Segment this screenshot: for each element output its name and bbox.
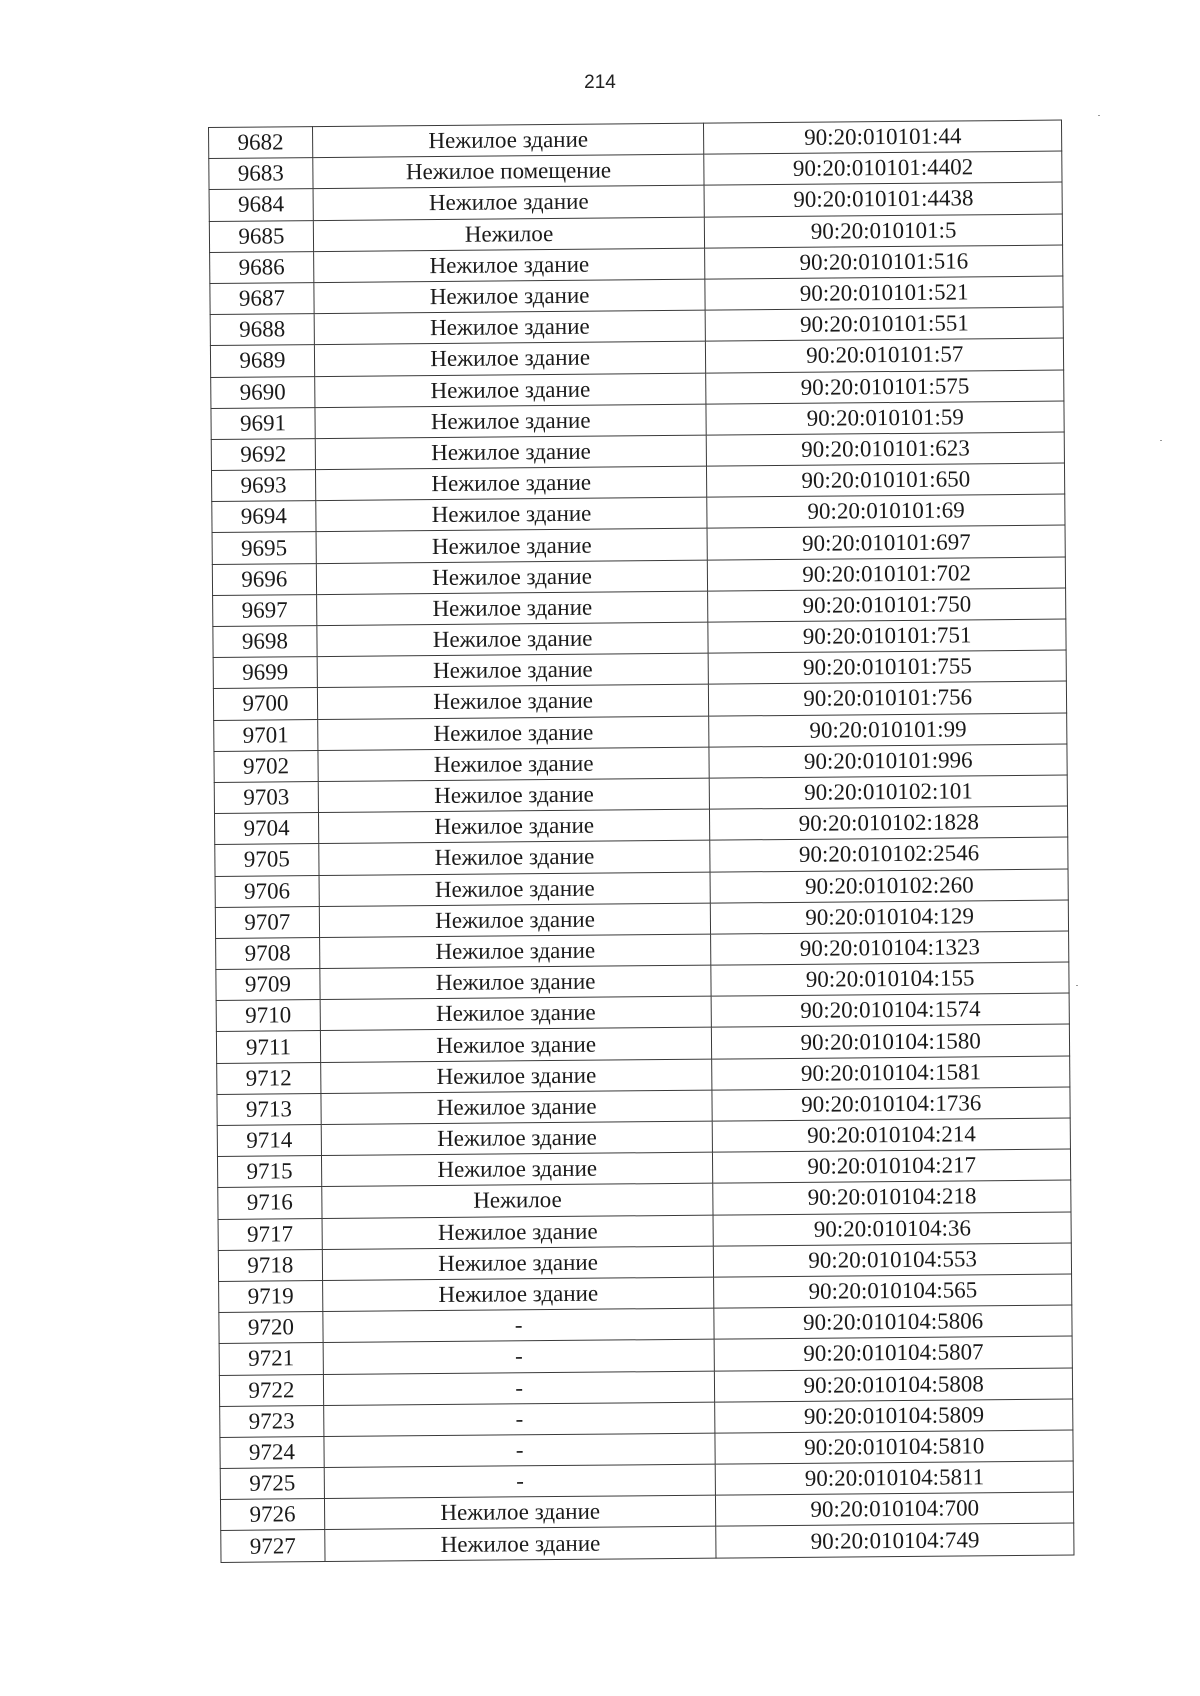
row-number-cell: 9685 [209,220,313,252]
object-type-cell: - [323,1339,715,1374]
object-type-cell: Нежилое здание [321,1121,713,1156]
cadastral-number-cell: 90:20:010104:36 [713,1212,1071,1246]
cadastral-number-cell: 90:20:010101:99 [709,713,1067,747]
cadastral-number-cell: 90:20:010101:756 [709,681,1067,715]
row-number-cell: 9691 [211,407,315,439]
cadastral-number-cell: 90:20:010101:755 [709,650,1067,684]
object-type-cell: Нежилое здание [322,1215,714,1250]
row-number-cell: 9716 [218,1187,322,1219]
cadastral-number-cell: 90:20:010101:996 [709,744,1067,778]
object-type-cell: Нежилое здание [320,1028,712,1063]
row-number-cell: 9719 [219,1280,323,1312]
cadastral-number-cell: 90:20:010101:521 [705,276,1063,310]
cadastral-number-cell: 90:20:010102:101 [710,775,1068,809]
cadastral-number-cell: 90:20:010104:5811 [716,1461,1074,1495]
row-number-cell: 9701 [214,719,318,751]
cadastral-number-cell: 90:20:010104:1323 [711,931,1069,965]
object-type-cell: Нежилое здание [312,123,704,158]
object-type-cell: Нежилое здание [322,1277,714,1312]
object-type-cell: Нежилое здание [314,279,706,314]
row-number-cell: 9715 [217,1156,321,1188]
cadastral-number-cell: 90:20:010101:69 [707,494,1065,528]
object-type-cell: Нежилое здание [320,965,712,1000]
cadastral-number-cell: 90:20:010102:1828 [710,806,1068,840]
row-number-cell: 9723 [220,1405,324,1437]
cadastral-number-cell: 90:20:010101:551 [706,307,1064,341]
object-type-cell: Нежилое здание [321,1090,713,1125]
row-number-cell: 9695 [212,532,316,564]
object-type-cell: - [323,1371,715,1406]
object-type-cell: - [324,1464,716,1499]
cadastral-number-cell: 90:20:010101:4402 [704,151,1062,185]
row-number-cell: 9696 [212,563,316,595]
cadastral-number-cell: 90:20:010104:214 [713,1118,1071,1152]
object-type-cell: - [324,1433,716,1468]
cadastral-number-cell: 90:20:010104:5809 [715,1399,1073,1433]
row-number-cell: 9700 [213,688,317,720]
cadastral-number-cell: 90:20:010101:650 [707,463,1065,497]
row-number-cell: 9714 [217,1125,321,1157]
row-number-cell: 9686 [210,251,314,283]
object-type-cell: Нежилое здание [316,591,708,626]
cadastral-number-cell: 90:20:010104:218 [713,1180,1071,1214]
row-number-cell: 9698 [213,626,317,658]
property-table [208,120,1074,1563]
row-number-cell: 9726 [220,1499,324,1531]
row-number-cell: 9708 [216,937,320,969]
cadastral-number-cell: 90:20:010101:4438 [704,182,1062,216]
row-number-cell: 9711 [216,1031,320,1063]
cadastral-number-cell: 90:20:010104:129 [711,900,1069,934]
object-type-cell: Нежилое здание [316,497,708,532]
row-number-cell: 9687 [210,283,314,315]
cadastral-number-cell: 90:20:010101:5 [705,214,1063,248]
object-type-cell: Нежилое здание [315,404,707,439]
object-type-cell: Нежилое здание [325,1527,717,1562]
cadastral-number-cell: 90:20:010101:750 [708,588,1066,622]
cadastral-number-cell: 90:20:010101:44 [704,120,1062,154]
object-type-cell: Нежилое здание [318,716,710,751]
cadastral-number-cell: 90:20:010101:697 [707,525,1065,559]
row-number-cell: 9718 [218,1249,322,1281]
object-type-cell: Нежилое здание [321,1059,713,1094]
object-type-cell: Нежилое здание [318,809,710,844]
cadastral-number-cell: 90:20:010104:565 [714,1274,1072,1308]
row-number-cell: 9683 [209,158,313,190]
row-number-cell: 9697 [213,594,317,626]
cadastral-number-cell: 90:20:010104:1574 [712,993,1070,1027]
cadastral-number-cell: 90:20:010102:2546 [710,837,1068,871]
scan-speck [1160,440,1162,441]
scan-speck [1098,115,1100,116]
object-type-cell: Нежилое здание [317,685,709,720]
object-type-cell: Нежилое здание [321,1152,713,1187]
cadastral-number-cell: 90:20:010101:516 [705,245,1063,279]
object-type-cell: - [324,1402,716,1437]
object-type-cell: Нежилое здание [319,903,711,938]
cadastral-number-cell: 90:20:010101:623 [707,432,1065,466]
row-number-cell: 9699 [213,657,317,689]
cadastral-number-cell: 90:20:010104:155 [711,962,1069,996]
row-number-cell: 9727 [221,1530,325,1562]
row-number-cell: 9721 [219,1343,323,1375]
object-type-cell: Нежилое здание [315,373,707,408]
object-type-cell: Нежилое здание [318,778,710,813]
cadastral-number-cell: 90:20:010104:553 [714,1243,1072,1277]
row-number-cell: 9706 [215,875,319,907]
object-type-cell: Нежилое здание [318,747,710,782]
object-type-cell: Нежилое [313,217,705,252]
row-number-cell: 9688 [210,314,314,346]
row-number-cell: 9717 [218,1218,322,1250]
object-type-cell: Нежилое здание [313,186,705,221]
object-type-cell: Нежилое здание [316,560,708,595]
row-number-cell: 9725 [220,1468,324,1500]
row-number-cell: 9703 [214,782,318,814]
row-number-cell: 9712 [217,1062,321,1094]
page-number: 214 [584,72,616,93]
cadastral-number-cell: 90:20:010104:1736 [712,1087,1070,1121]
row-number-cell: 9692 [211,438,315,470]
object-type-cell: Нежилое здание [319,872,711,907]
row-number-cell: 9690 [211,376,315,408]
object-type-cell: Нежилое здание [313,248,705,283]
table-body [209,120,1074,1562]
cadastral-number-cell: 90:20:010101:59 [706,401,1064,435]
cadastral-number-cell: 90:20:010104:1580 [712,1024,1070,1058]
object-type-cell: Нежилое здание [315,435,707,470]
table-row [221,1523,1074,1562]
cadastral-number-cell: 90:20:010102:260 [710,869,1068,903]
row-number-cell: 9705 [215,844,319,876]
cadastral-number-cell: 90:20:010104:700 [716,1492,1074,1526]
cadastral-number-cell: 90:20:010104:5807 [715,1336,1073,1370]
row-number-cell: 9724 [220,1436,324,1468]
object-type-cell: Нежилое [322,1184,714,1219]
scan-speck [1076,985,1078,986]
cadastral-number-cell: 90:20:010104:5806 [714,1305,1072,1339]
cadastral-number-cell: 90:20:010104:217 [713,1149,1071,1183]
object-type-cell: Нежилое здание [314,341,706,376]
object-type-cell: Нежилое здание [317,653,709,688]
object-type-cell: Нежилое помещение [313,154,705,189]
row-number-cell: 9689 [210,345,314,377]
row-number-cell: 9710 [216,1000,320,1032]
cadastral-number-cell: 90:20:010101:751 [708,619,1066,653]
row-number-cell: 9720 [219,1312,323,1344]
row-number-cell: 9722 [219,1374,323,1406]
row-number-cell: 9693 [211,470,315,502]
object-type-cell: Нежилое здание [320,996,712,1031]
row-number-cell: 9702 [214,750,318,782]
cadastral-number-cell: 90:20:010104:5808 [715,1368,1073,1402]
object-type-cell: Нежилое здание [317,622,709,657]
row-number-cell: 9682 [209,127,313,159]
cadastral-number-cell: 90:20:010104:5810 [715,1430,1073,1464]
cadastral-number-cell: 90:20:010101:57 [706,338,1064,372]
cadastral-number-cell: 90:20:010104:1581 [712,1056,1070,1090]
row-number-cell: 9709 [216,969,320,1001]
cadastral-number-cell: 90:20:010101:575 [706,370,1064,404]
object-type-cell: Нежилое здание [314,310,706,345]
object-type-cell: Нежилое здание [319,840,711,875]
row-number-cell: 9694 [212,501,316,533]
row-number-cell: 9684 [209,189,313,221]
cadastral-number-cell: 90:20:010104:749 [716,1523,1074,1557]
object-type-cell: Нежилое здание [315,466,707,501]
row-number-cell: 9704 [214,813,318,845]
object-type-cell: Нежилое здание [322,1246,714,1281]
object-type-cell: Нежилое здание [319,934,711,969]
row-number-cell: 9713 [217,1093,321,1125]
object-type-cell: - [323,1308,715,1343]
cadastral-number-cell: 90:20:010101:702 [708,557,1066,591]
row-number-cell: 9707 [215,906,319,938]
object-type-cell: Нежилое здание [316,529,708,564]
object-type-cell: Нежилое здание [324,1495,716,1530]
